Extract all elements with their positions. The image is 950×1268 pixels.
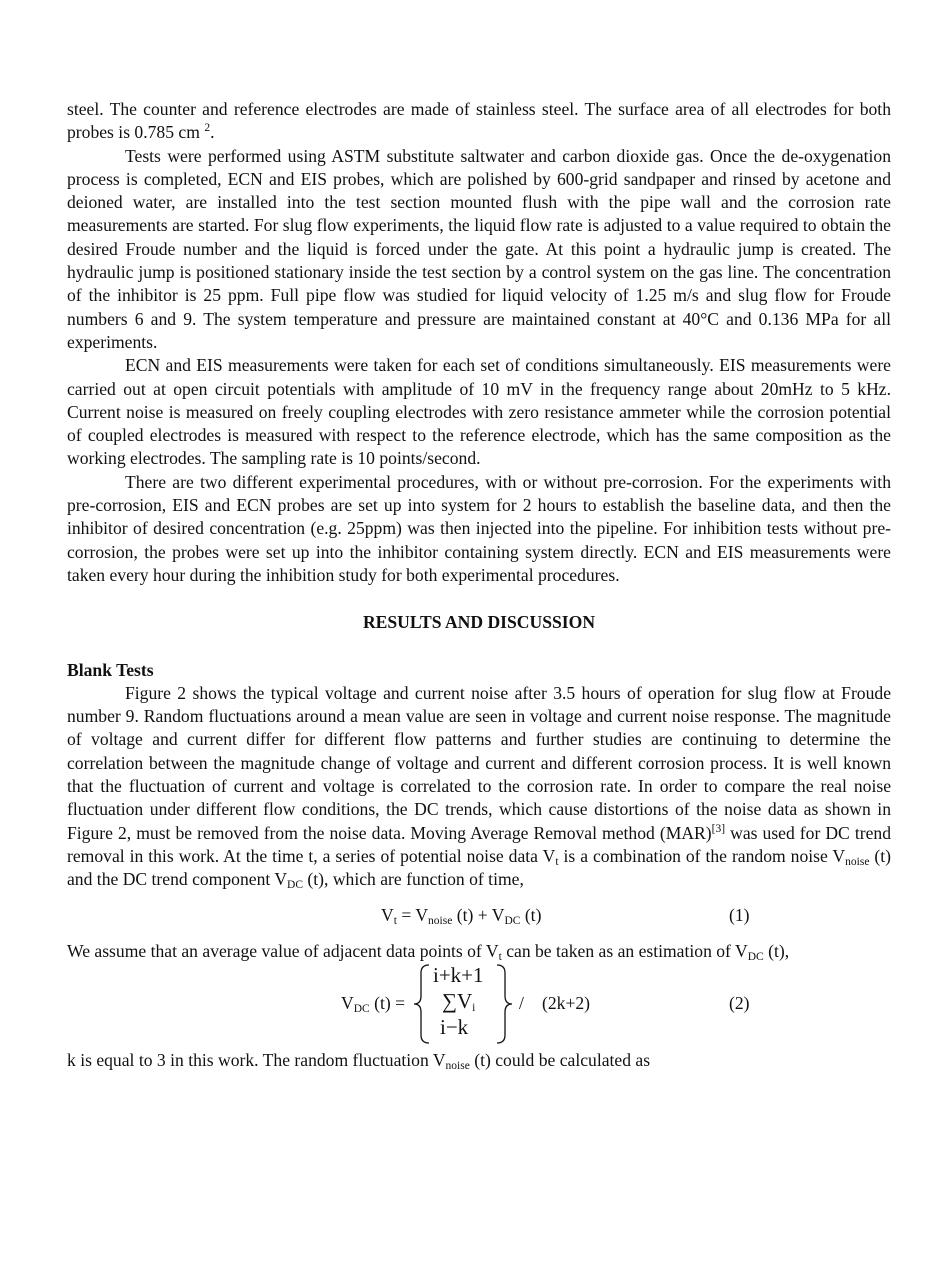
paragraph-procedures: There are two different experimental procedures, with or without pre-corrosion. For the experiments with pre-corrosion, EIS and ECN probes are set up into system for 2 hours to establish the baseline data, and then the inhibitor of desired concentration (e.g. 25ppm) was then injected into the pipeline. For inhibition tests without pre-corrosion, the probes were set up into the inhibitor containing system directly. ECN and EIS measurements were taken every hour during the inhibition study for both experimental procedures. <box>67 471 891 585</box>
subsection-heading: Blank Tests <box>67 659 154 680</box>
paper-page <box>67 98 891 1072</box>
paragraph-blank-tests: Figure 2 shows the typical voltage and current noise after 3.5 hours of operation for slug flow at Froude number 9. Random fluctuations around a mean value are seen in voltage and current noise response. The magnitude of voltage and current differ for different flow patterns and further studies are continuing to determine the correlation between the magnitude change of voltage and current and different corrosion process. It is well known that the fluctuation of current and voltage is correlated to the corrosion rate. In order to compare the real noise fluctuation under different flow conditions, the DC trends, which cause distortions of the noise data as shown in Figure 2, must be removed from the noise data. Moving Average Removal method (MAR)[3] was used for DC trend removal in this work. At the time t, a series of potential noise data $V_t$ is a combination of the random noise $V_{noise}$ (t) and the DC trend component $V_{DC}$ (t), which are function of time, <box>67 682 892 892</box>
equation-2 <box>67 963 891 1047</box>
section-heading: RESULTS AND DISCUSSION <box>362 612 596 633</box>
paragraph-assumption: We assume that an average value of adjacent data points of $V_t$ can be taken as an estimation of $V_{DC}$ (t), <box>67 940 790 963</box>
paragraph-random-fluctuation: k is equal to 3 in this work. The random fluctuation $V_{noise}$ (t) could be calculated as <box>67 1049 651 1072</box>
citation: [3] <box>711 822 726 835</box>
equation-2-lhs: $V_{DC}$ (t) = <box>341 992 406 1015</box>
equation-1-number: (1) <box>729 904 750 925</box>
equation-2-number: (2) <box>729 992 750 1013</box>
paragraph-electrodes: steel. The counter and reference electrodes are made of stainless steel. The surface area of all electrodes for both probes is 0.785 cm $^2$. <box>67 99 891 143</box>
denominator: (2k+2) <box>542 992 591 1013</box>
sum-lower-limit: i−k <box>440 1014 469 1039</box>
equation-1-expression: $V_t = V_{noise}$ $(t) + V_{DC}$ (t) <box>381 904 542 927</box>
sum-term: $\sum V_i$ <box>442 988 476 1014</box>
paragraph-measurements: ECN and EIS measurements were taken for each set of conditions simultaneously. EIS measurements were carried out at open circuit potentials with amplitude of 10 mV in the frequency range about 20mHz to 5 kHz. Current noise is measured on freely coupling electrodes with zero resistance ammeter while the corrosion potential of coupled electrodes is measured with respect to the reference electrode, which has the same composition as the working electrodes. The sampling rate is 10 points/second. <box>67 355 891 469</box>
division-sign: / <box>519 992 524 1013</box>
superscript: 2 <box>204 122 211 135</box>
sum-upper-limit: i+k+1 <box>433 962 484 987</box>
paragraph-tests: Tests were performed using ASTM substitute saltwater and carbon dioxide gas. Once the de-oxygenation process is completed, ECN and EIS probes, which are polished by 600-grid sandpaper and rinsed by acetone and deioned water, are installed into the test section mounted flush with the pipe wall and the corrosion rate measurements are started. For slug flow experiments, the liquid flow rate is adjusted to a value required to obtain the desired Froude number and the liquid is forced under the gate. At this point a hydraulic jump is created. The hydraulic jump is positioned stationary inside the test section by a control system on the gas line. The concentration of the inhibitor is 25 ppm. Full pipe flow was studied for liquid velocity of 1.25 m/s and slug flow for Froude numbers 6 and 9. The system temperature and pressure are maintained constant at 40°C and 0.136 MPa for all experiments. <box>67 145 891 352</box>
equation-1 <box>67 904 891 928</box>
